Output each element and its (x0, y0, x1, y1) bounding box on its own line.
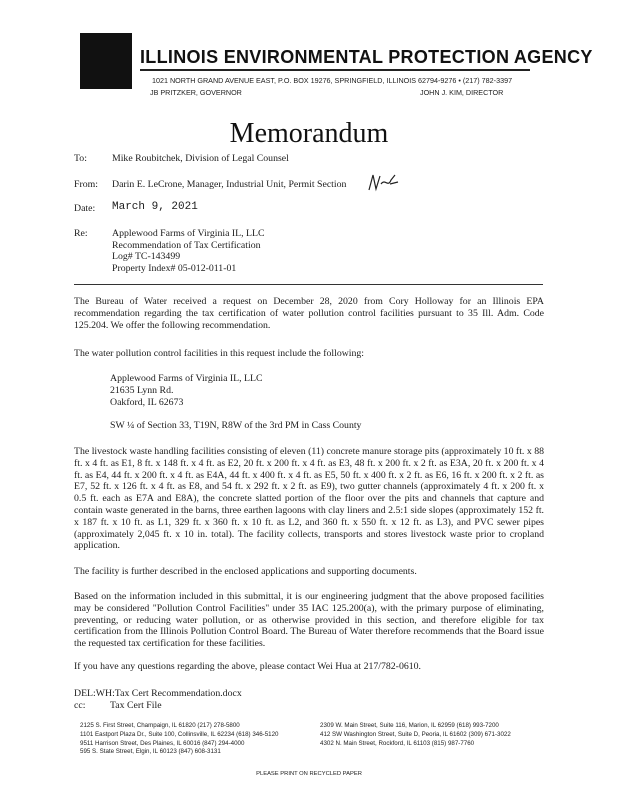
to-label: To: (74, 153, 87, 164)
contact-paragraph: If you have any questions regarding the above, please contact Wei Hua at 217/782-0610. (74, 661, 421, 672)
facilities-intro: The water pollution control facilities in this request include the following: (74, 348, 365, 359)
date-label: Date: (74, 203, 96, 214)
initials-mark (366, 172, 400, 194)
letterhead-rule (140, 69, 530, 71)
re-block (112, 228, 265, 275)
footer-office: 412 SW Washington Street, Suite D, Peoria, IL 61602 (309) 671-3022 (320, 730, 511, 738)
governor-name: JB PRITZKER, GOVERNOR (150, 88, 242, 97)
memo-title: Memorandum (229, 118, 389, 149)
from-value: Darin E. LeCrone, Manager, Industrial Unit, Permit Section (112, 179, 347, 190)
facility-address (110, 373, 263, 408)
footer-office: 9511 Harrison Street, Des Plaines, IL 60016 (847) 294-4000 (80, 739, 245, 747)
to-value: Mike Roubitchek, Division of Legal Counsel (112, 153, 289, 164)
agency-address: 1021 NORTH GRAND AVENUE EAST, P.O. BOX 19276, SPRINGFIELD, ILLINOIS 62794-9276 • (217) 782-3397 (152, 76, 513, 85)
facility-location: SW ¼ of Section 33, T19N, R8W of the 3rd PM in Cass County (110, 420, 362, 431)
facility-line: Oakford, IL 62673 (110, 396, 184, 408)
re-line: Log# TC-143499 (112, 251, 181, 263)
cc-label: cc: (74, 700, 86, 711)
footer-office: 4302 N. Main Street, Rockford, IL 61103 (815) 987-7760 (320, 739, 475, 747)
re-label: Re: (74, 228, 88, 239)
footer-office: 2309 W. Main Street, Suite 116, Marion, IL 62959 (618) 993-7200 (320, 722, 499, 729)
header-rule (74, 284, 543, 285)
from-label: From: (74, 179, 98, 190)
re-line: Property Index# 05-012-011-01 (112, 263, 237, 275)
cc-value: Tax Cert File (110, 700, 162, 711)
footer-office: 595 S. State Street, Elgin, IL 60123 (847) 608-3131 (80, 748, 221, 756)
director-name: JOHN J. KIM, DIRECTOR (420, 88, 504, 97)
facility-description: The livestock waste handling facilities consisting of eleven (11) concrete manure storage pits (approximately 10 ft. x 88 ft. x 4 ft. as E1, 8 ft. x 148 ft. x 4 ft. as E2, 20 ft. x 200 ft. x 4 ft. as E3, 48 ft. x 200 ft. x 2 ft. as E3A, 20 ft. x 200 ft. x 4 ft. as E4, 44 ft. x 200 ft. x 4 ft. as E4A, 44 ft. x 400 ft. x 4 ft. as E5, 50 ft. x 400 ft. x 2 ft. as E6, 16 ft. x 200 ft. x 2 ft. as E7, 52 ft. x 126 ft. x 4 ft. as E8, and 54 ft. x 292 ft. x 2 ft. as E9), two gutter channels (approximately 4 ft. x 200 ft. x 0.5 ft. each as E7A and E8A), the concrete slatted portion of the floor over the pits and channels that capture and contain waste generated in the barns, three earthen lagoons with clay liners and 2.5:1 side slopes (approximately 152 ft. x 187 ft. x 10 ft. as L1, 329 ft. x 360 ft. x 10 ft. as L2, and 360 ft. x 550 ft. x 12 ft. as L3), and PVC sewer pipes (approximately 2,045 ft. x 10 in. total). The facility collects, transports and stores livestock waste prior to cropland application. (74, 446, 544, 552)
footer-office: 1101 Eastport Plaza Dr., Suite 100, Collinsville, IL 62234 (618) 346-5120 (80, 730, 279, 738)
footer-offices-left (80, 722, 278, 757)
intro-paragraph: The Bureau of Water received a request on December 28, 2020 from Cory Holloway for an Illinois EPA recommendation regarding the tax certification of water pollution control facilities pursuant to 35 Ill. Adm. Code 125.204. We offer the following recommendation. (74, 296, 544, 331)
recommendation-paragraph: Based on the information included in this submittal, it is our engineering judgment that the above proposed facilities may be considered "Pollution Control Facilities" under 35 IAC 125.200(a), with the primary purpose of eliminating, preventing, or reducing water pollution, or as otherwise provided in this section, and therefore eligible for tax certification from the Illinois Pollution Control Board. The Bureau of Water therefore recommends that the Board issue the requested tax certification for these facilities. (74, 591, 544, 650)
re-line: Applewood Farms of Virginia IL, LLC (112, 228, 265, 239)
date-value: March 9, 2021 (112, 201, 198, 213)
recycled-paper-note: PLEASE PRINT ON RECYCLED PAPER (256, 771, 362, 777)
agency-logo (80, 33, 132, 89)
agency-name: ILLINOIS ENVIRONMENTAL PROTECTION AGENCY (140, 47, 593, 67)
facility-line: Applewood Farms of Virginia IL, LLC (110, 373, 263, 384)
initials-signature (366, 172, 400, 199)
enclosure-note: The facility is further described in the enclosed applications and supporting documents. (74, 566, 417, 577)
footer-offices-right (320, 722, 511, 748)
footer-office: 2125 S. First Street, Champaign, IL 61820 (217) 278-5800 (80, 722, 240, 729)
facility-line: 21635 Lynn Rd. (110, 384, 174, 396)
re-line: Recommendation of Tax Certification (112, 239, 261, 251)
reference-line: DEL:WH:Tax Cert Recommendation.docx (74, 688, 242, 699)
